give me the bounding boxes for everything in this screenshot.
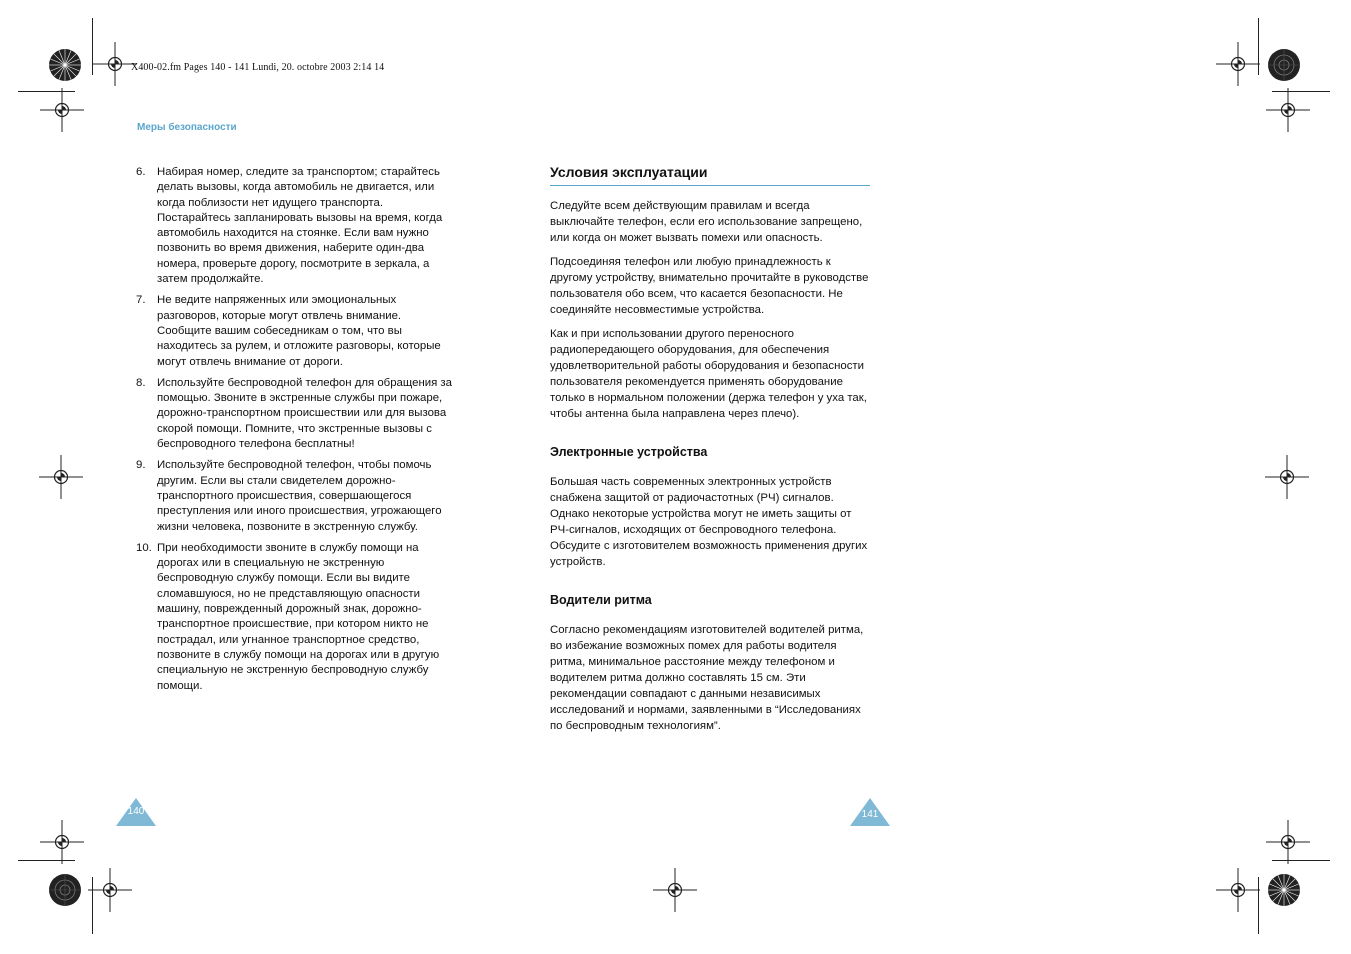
registration-mark-icon — [1214, 40, 1262, 88]
list-number: 9. — [136, 459, 146, 472]
registration-mark-icon — [86, 866, 134, 914]
registration-mark-icon — [38, 818, 86, 866]
starburst-target-icon — [1267, 873, 1301, 907]
registration-mark-icon — [1263, 453, 1311, 501]
registration-mark-icon — [651, 866, 699, 914]
page-number-badge-right — [850, 798, 890, 826]
starburst-target-icon — [48, 873, 82, 907]
starburst-target-icon — [1267, 48, 1301, 82]
registration-mark-icon — [1214, 866, 1262, 914]
paragraph: Следуйте всем действующим правилам и всегда выключайте телефон, если его использование запрещено, или когда он может вызвать помехи или опасность. — [550, 200, 863, 244]
paragraph: Согласно рекомендациям изготовителей водителей ритма, во избежание возможных помех для работы водителя ритма, минимальное расстояние между телефоном и водителем ритма должно составлять 15 см. Эти рекомендации совпадают с данными независимых исследований и нормами, заявленными в “Исследованиях по беспроводным технологиям”. — [550, 624, 864, 732]
section-label: Меры безопасности — [137, 122, 237, 133]
registration-mark-icon — [1264, 818, 1312, 866]
list-item — [136, 376, 454, 452]
page-number: 141 — [861, 809, 879, 820]
paragraph: Большая часть современных электронных устройств снабжена защитой от радиочастотных (РЧ) сигналов. Однако некоторые устройства могут не иметь защиты от РЧ-сигналов, исходящих от беспроводного телефона. Обсудите с изготовителем возможность применения других устройств. — [550, 476, 868, 568]
subheading-pacemakers: Водители ритма — [550, 593, 652, 607]
list-text: При необходимости звоните в службу помощи на дорогах или в специальную не экстренную беспроводную службу помощи. Если вы видите сломавшуюся, но не представляющую опасности машину, поврежденный дорожный знак, дорожно-транспортное происшествие, при котором никто не пострадал, или угнанное транспортное средство, позвоните в службу помощи на дорогах или в другую специальную не экстренную беспроводную службу помощи. — [157, 541, 440, 692]
section-heading: Условия эксплуатации — [550, 163, 870, 186]
list-text: Не ведите напряженных или эмоциональных разговоров, которые могут отвлечь внимание. Сообщите вашим собеседникам о том, что вы находитесь за рулем, и отложите разговоры, которые могут отвлечь внимание от дороги. — [157, 294, 441, 368]
operating-conditions-section — [550, 163, 870, 742]
list-item — [136, 541, 454, 694]
list-item — [136, 293, 454, 369]
list-text: Используйте беспроводной телефон, чтобы помочь другим. Если вы стали свидетелем дорожно-транспортного происшествия, совершающегося преступления или иного происшествия, угрожающего жизни человека, позвоните в экстренную службу. — [157, 459, 442, 533]
numbered-list — [136, 165, 454, 700]
list-item — [136, 458, 454, 534]
paragraph: Как и при использовании другого переносного радиопередающего оборудования, для обеспечения удовлетворительной работы оборудования и безопасности пользователя рекомендуется применять оборудование только в нормальном положении (держа телефон у уха так, чтобы антенна была направлена через плечо). — [550, 328, 867, 420]
file-info-line: X400-02.fm Pages 140 - 141 Lundi, 20. octobre 2003 2:14 14 — [131, 62, 385, 73]
list-number: 10. — [136, 541, 152, 554]
paragraph: Подсоединяя телефон или любую принадлежность к другому устройству, внимательно прочитайте в руководстве пользователя обо всем, что касается безопасности. Не соединяйте несовместимые устройства. — [550, 256, 869, 316]
list-number: 7. — [136, 294, 146, 307]
list-text: Используйте беспроводной телефон для обращения за помощью. Звоните в экстренные службы при пожаре, дорожно-транспортном происшествии или для вызова скорой помощи. Помните, что экстренные вызовы с беспроводного телефона бесплатны! — [157, 376, 452, 451]
registration-mark-icon — [1264, 86, 1312, 134]
subheading-electronic-devices: Электронные устройства — [550, 445, 708, 459]
page-number-badge-left — [116, 798, 156, 826]
list-number: 6. — [136, 166, 146, 178]
registration-mark-icon — [37, 453, 85, 501]
list-number: 8. — [136, 376, 146, 389]
page-number: 140 — [127, 806, 145, 817]
list-text: Набирая номер, следите за транспортом; старайтесь делать вызовы, когда автомобиль не двигается, или когда поблизости нет идущего транспорта. Постарайтесь запланировать вызовы на время, когда автомобиль находится на стоянке. Если вам нужно позвонить во время движения, наберите один-два номера, проверьте дорогу, посмотрите в зеркала, а затем продолжайте. — [157, 166, 443, 286]
starburst-target-icon — [48, 48, 82, 82]
registration-mark-icon — [38, 86, 86, 134]
list-item — [136, 165, 454, 287]
